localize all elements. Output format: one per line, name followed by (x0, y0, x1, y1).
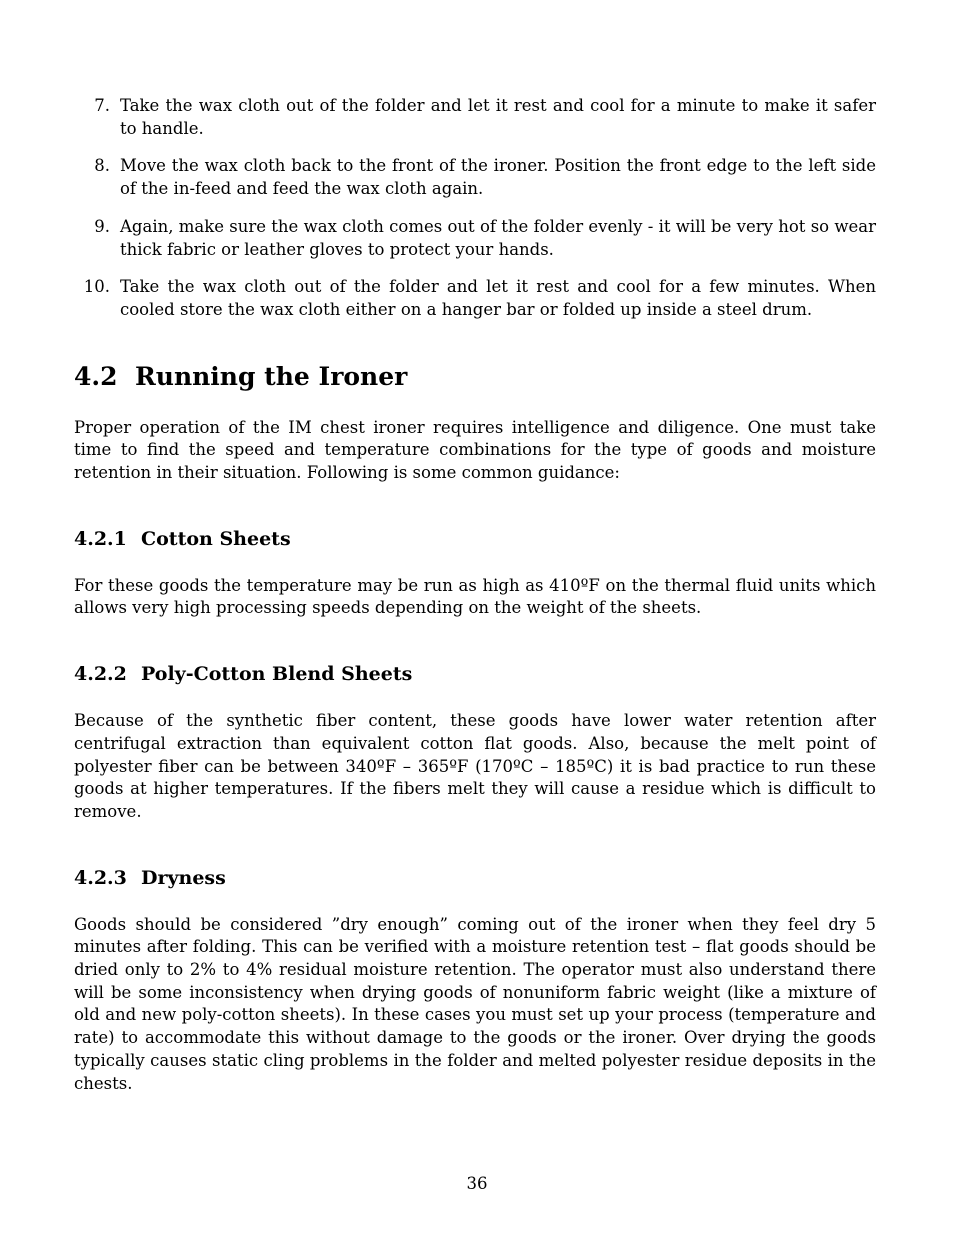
subsection-number: 4.2.3 (74, 866, 127, 889)
subsection-heading-dryness (74, 866, 876, 890)
subsection-body-dryness: Goods should be considered ”dry enough” coming out of the ironer when they feel dry 5 minutes after folding. This can be verified with a moisture retention test – flat goods should be dried only to 2% to 4% residual moisture retention. The operator must also understand there will be some inconsistency when drying goods of nonuniform fabric weight (like a mixture of old and new poly-cotton sheets). In these cases you must set up your process (temperature and rate) to accommodate this without damage to the goods or the ironer. Over drying the goods typically causes static cling problems in the folder and melted polyester residue deposits in the chests. (74, 914, 876, 1093)
list-item-text: Again, make sure the wax cloth comes out of the folder evenly - it will be very hot so wear thick fabric or leather gloves to protect your hands. (120, 216, 876, 259)
list-item (74, 276, 876, 321)
section-title: Running the Ironer (135, 361, 408, 391)
list-item-text: Take the wax cloth out of the folder and let it rest and cool for a few minutes. When cooled store the wax cloth either on a hanger bar or folded up inside a steel drum. (120, 277, 876, 319)
list-item (74, 95, 876, 140)
subsection-title: Poly-Cotton Blend Sheets (141, 663, 413, 686)
section-number: 4.2 (74, 361, 118, 391)
page-number: 36 (466, 1174, 488, 1193)
numbered-list (74, 95, 876, 322)
subsection-number: 4.2.1 (74, 527, 127, 550)
list-item-text: Take the wax cloth out of the folder and let it rest and cool for a minute to make it safer to handle. (120, 96, 876, 138)
subsection-body-poly-cotton: Because of the synthetic fiber content, these goods have lower water retention after centrifugal extraction than equivalent cotton flat goods. Also, because the melt point of polyester fiber can be between 340ºF – 365ºF (170ºC – 185ºC) it is bad practice to run these goods at higher temperatures. If the fibers melt they will cause a residue which is difficult to remove. (74, 711, 876, 821)
section-heading (74, 362, 876, 392)
list-item (74, 155, 876, 200)
subsection-heading-poly-cotton (74, 662, 876, 686)
list-item-number: 10. (83, 277, 110, 297)
subsection-title: Cotton Sheets (141, 527, 291, 550)
section-intro: Proper operation of the IM chest ironer requires intelligence and diligence. One must take time to find the speed and temperature combinations for the type of goods and moisture retention in their situation. Following is some common guidance: (74, 417, 876, 483)
subsection-heading-cotton (74, 527, 876, 551)
list-item-number: 7. (94, 96, 110, 115)
subsection-title: Dryness (141, 866, 226, 889)
list-item-number: 8. (94, 156, 110, 176)
list-item-text: Move the wax cloth back to the front of the ironer. Position the front edge to the left side of the in-feed and feed the wax cloth again. (120, 156, 876, 199)
subsection-number: 4.2.2 (74, 663, 127, 686)
document-page (74, 95, 876, 1137)
list-item-number: 9. (94, 216, 110, 236)
subsection-body-cotton: For these goods the temperature may be run as high as 410ºF on the thermal fluid units which allows very high processing speeds depending on the weight of the sheets. (74, 575, 876, 618)
list-item (74, 216, 876, 261)
